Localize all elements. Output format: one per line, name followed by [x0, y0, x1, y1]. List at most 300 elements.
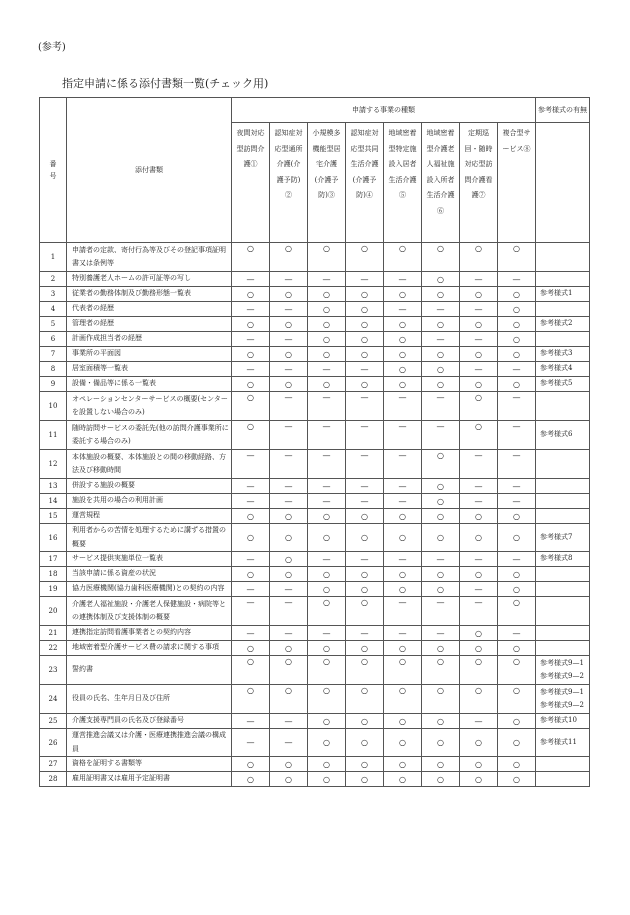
table-row — [40, 243, 590, 272]
row-mark-service-5: ○ — [384, 772, 422, 787]
row-mark-service-4: — — [346, 450, 384, 479]
row-mark-service-5: ○ — [384, 641, 422, 656]
row-ref-form — [536, 597, 590, 626]
row-document: 特別養護老人ホームの許可証等の写し — [67, 272, 232, 287]
row-number: 11 — [40, 421, 67, 450]
row-mark-service-2: — — [270, 597, 308, 626]
row-mark-service-7: ○ — [460, 509, 498, 524]
row-mark-service-2: ○ — [270, 685, 308, 714]
row-mark-service-8: ○ — [498, 772, 536, 787]
row-mark-service-8: ○ — [498, 582, 536, 597]
row-ref-form — [536, 243, 590, 272]
row-mark-service-5: — — [384, 450, 422, 479]
row-mark-service-4: ○ — [346, 597, 384, 626]
row-mark-service-7: — — [460, 332, 498, 347]
row-mark-service-4: — — [346, 362, 384, 377]
row-document: 利用者からの苦情を処理するために講ずる措置の概要 — [67, 524, 232, 552]
row-mark-service-3: ○ — [308, 287, 346, 302]
row-document: 併設する施設の概要 — [67, 479, 232, 494]
row-mark-service-2: ○ — [270, 567, 308, 582]
table-row — [40, 377, 590, 392]
row-mark-service-7: ○ — [460, 524, 498, 552]
row-mark-service-8: ○ — [498, 302, 536, 317]
row-mark-service-6: — — [422, 421, 460, 450]
row-mark-service-2: ○ — [270, 509, 308, 524]
row-ref-form — [536, 494, 590, 509]
header-service-6 — [422, 123, 460, 243]
row-mark-service-4: ○ — [346, 757, 384, 772]
row-mark-service-6: ○ — [422, 494, 460, 509]
row-mark-service-2: ○ — [270, 347, 308, 362]
row-mark-service-8: — — [498, 479, 536, 494]
row-mark-service-3: ○ — [308, 567, 346, 582]
table-row — [40, 656, 590, 685]
row-document: 資格を証明する書類等 — [67, 757, 232, 772]
table-row — [40, 317, 590, 332]
row-mark-service-6: — — [422, 332, 460, 347]
row-number: 1 — [40, 243, 67, 272]
row-mark-service-3: — — [308, 421, 346, 450]
row-mark-service-5: ○ — [384, 524, 422, 552]
row-mark-service-2: ○ — [270, 552, 308, 567]
row-number: 4 — [40, 302, 67, 317]
row-mark-service-7: ○ — [460, 377, 498, 392]
row-mark-service-1: — — [232, 729, 270, 757]
row-mark-service-4: ○ — [346, 772, 384, 787]
header-service-label: 夜間対応型訪問介護① — [236, 129, 265, 168]
row-mark-service-6: ○ — [422, 567, 460, 582]
row-document: 協力医療機関(協力歯科医療機関)との契約の内容 — [67, 582, 232, 597]
row-ref-form: 参考様式6 — [536, 421, 590, 450]
row-mark-service-3: ○ — [308, 243, 346, 272]
row-document: 計画作成担当者の経歴 — [67, 332, 232, 347]
row-document: 随時訪問サービスの委託先(他の訪問介護事業所に委託する場合のみ) — [67, 421, 232, 450]
row-mark-service-1: ○ — [232, 641, 270, 656]
row-mark-service-3: ○ — [308, 582, 346, 597]
row-mark-service-2: ○ — [270, 757, 308, 772]
row-mark-service-1: ○ — [232, 317, 270, 332]
row-mark-service-5: — — [384, 392, 422, 421]
row-mark-service-6: ○ — [422, 450, 460, 479]
header-number-label: 番号 — [49, 160, 57, 180]
row-mark-service-4: ○ — [346, 243, 384, 272]
row-mark-service-4: ○ — [346, 509, 384, 524]
row-mark-service-4: — — [346, 392, 384, 421]
row-mark-service-6: ○ — [422, 772, 460, 787]
row-mark-service-6: ○ — [422, 757, 460, 772]
row-mark-service-3: ○ — [308, 772, 346, 787]
row-document: 運営推進会議又は介護・医療連携推進会議の構成員 — [67, 729, 232, 757]
row-mark-service-4: ○ — [346, 287, 384, 302]
row-mark-service-5: ○ — [384, 582, 422, 597]
row-number: 22 — [40, 641, 67, 656]
row-mark-service-4: — — [346, 479, 384, 494]
reference-label: (参考) — [38, 42, 66, 53]
row-mark-service-7: ○ — [460, 317, 498, 332]
row-number: 20 — [40, 597, 67, 626]
row-mark-service-2: — — [270, 302, 308, 317]
table-row — [40, 552, 590, 567]
row-document: 雇用証明書又は雇用予定証明書 — [67, 772, 232, 787]
row-mark-service-4: ○ — [346, 656, 384, 685]
row-mark-service-7: — — [460, 272, 498, 287]
row-mark-service-8: — — [498, 421, 536, 450]
row-mark-service-1: — — [232, 332, 270, 347]
row-mark-service-8: — — [498, 272, 536, 287]
row-mark-service-8: ○ — [498, 641, 536, 656]
row-number: 12 — [40, 450, 67, 479]
table-row — [40, 582, 590, 597]
row-mark-service-7: — — [460, 714, 498, 729]
row-mark-service-4: — — [346, 626, 384, 641]
table-row — [40, 332, 590, 347]
row-mark-service-3: ○ — [308, 685, 346, 714]
row-number: 10 — [40, 392, 67, 421]
row-mark-service-8: ○ — [498, 714, 536, 729]
row-mark-service-1: ○ — [232, 567, 270, 582]
header-service-label: 地域密着型介護老人福祉施設入所者生活介護⑥ — [426, 129, 455, 215]
table-row — [40, 729, 590, 757]
row-ref-form — [536, 392, 590, 421]
row-mark-service-6: ○ — [422, 479, 460, 494]
row-mark-service-6: ○ — [422, 656, 460, 685]
table-row — [40, 685, 590, 714]
header-ref-form-blank — [536, 123, 590, 243]
row-document: 連携指定訪問看護事業者との契約内容 — [67, 626, 232, 641]
table-row — [40, 641, 590, 656]
row-mark-service-4: ○ — [346, 567, 384, 582]
row-mark-service-6: — — [422, 552, 460, 567]
row-mark-service-6: ○ — [422, 641, 460, 656]
row-mark-service-6: — — [422, 597, 460, 626]
row-document: 運営規程 — [67, 509, 232, 524]
row-mark-service-3: — — [308, 552, 346, 567]
row-ref-form — [536, 272, 590, 287]
row-mark-service-1: ○ — [232, 524, 270, 552]
row-mark-service-4: ○ — [346, 524, 384, 552]
row-mark-service-4: ○ — [346, 714, 384, 729]
row-mark-service-1: ○ — [232, 757, 270, 772]
row-mark-service-3: ○ — [308, 377, 346, 392]
row-mark-service-6: — — [422, 302, 460, 317]
row-mark-service-3: ○ — [308, 714, 346, 729]
row-mark-service-3: ○ — [308, 757, 346, 772]
row-mark-service-5: ○ — [384, 287, 422, 302]
table-row — [40, 626, 590, 641]
row-ref-form: 参考様式9—1 参考様式9—2 — [536, 656, 590, 685]
row-mark-service-5: — — [384, 626, 422, 641]
row-mark-service-1: ○ — [232, 509, 270, 524]
row-mark-service-1: — — [232, 714, 270, 729]
row-mark-service-1: ○ — [232, 243, 270, 272]
row-ref-form: 参考様式4 — [536, 362, 590, 377]
row-mark-service-2: — — [270, 332, 308, 347]
row-mark-service-8: ○ — [498, 332, 536, 347]
table-row — [40, 597, 590, 626]
row-ref-form: 参考様式11 — [536, 729, 590, 757]
table-row — [40, 347, 590, 362]
table-row — [40, 757, 590, 772]
row-mark-service-3: — — [308, 494, 346, 509]
row-number: 24 — [40, 685, 67, 714]
row-mark-service-7: ○ — [460, 641, 498, 656]
row-mark-service-5: — — [384, 421, 422, 450]
row-ref-form: 参考様式8 — [536, 552, 590, 567]
row-mark-service-5: ○ — [384, 362, 422, 377]
row-mark-service-2: — — [270, 714, 308, 729]
header-service-5 — [384, 123, 422, 243]
row-mark-service-1: — — [232, 597, 270, 626]
row-mark-service-1: — — [232, 362, 270, 377]
row-ref-form — [536, 332, 590, 347]
row-mark-service-5: ○ — [384, 656, 422, 685]
row-mark-service-7: — — [460, 552, 498, 567]
row-mark-service-5: ○ — [384, 243, 422, 272]
row-document: 本体施設の概要、本体施設との間の移動経路、方法及び移動時間 — [67, 450, 232, 479]
table-row — [40, 272, 590, 287]
row-mark-service-3: ○ — [308, 317, 346, 332]
row-mark-service-7: ○ — [460, 243, 498, 272]
row-mark-service-7: — — [460, 582, 498, 597]
row-mark-service-6: ○ — [422, 729, 460, 757]
row-number: 7 — [40, 347, 67, 362]
row-mark-service-2: — — [270, 272, 308, 287]
header-ref-form: 参考様式の有無 — [536, 98, 590, 123]
header-service-7 — [460, 123, 498, 243]
header-service-label: 認知症対応型共同生活介護(介護予防)④ — [350, 129, 379, 199]
row-ref-form — [536, 302, 590, 317]
attachment-checklist-table — [39, 97, 590, 787]
row-mark-service-3: — — [308, 450, 346, 479]
row-mark-service-4: — — [346, 421, 384, 450]
table-row — [40, 302, 590, 317]
row-mark-service-7: ○ — [460, 626, 498, 641]
page-title: 指定申請に係る添付書類一覧(チェック用) — [62, 77, 269, 90]
header-service-2 — [270, 123, 308, 243]
row-mark-service-7: — — [460, 362, 498, 377]
row-mark-service-8: ○ — [498, 567, 536, 582]
row-mark-service-2: ○ — [270, 641, 308, 656]
row-mark-service-5: — — [384, 479, 422, 494]
table-row — [40, 509, 590, 524]
row-mark-service-3: ○ — [308, 509, 346, 524]
row-number: 28 — [40, 772, 67, 787]
row-mark-service-1: ○ — [232, 287, 270, 302]
row-mark-service-2: — — [270, 421, 308, 450]
row-mark-service-8: — — [498, 392, 536, 421]
header-applying-services: 申請する事業の種類 — [232, 98, 536, 123]
row-mark-service-4: ○ — [346, 729, 384, 757]
row-document: 介護老人福祉施設・介護老人保健施設・病院等との連携体制及び支援体制の概要 — [67, 597, 232, 626]
row-mark-service-4: ○ — [346, 317, 384, 332]
row-mark-service-3: ○ — [308, 656, 346, 685]
row-mark-service-7: — — [460, 302, 498, 317]
row-document: 介護支援専門員の氏名及び登録番号 — [67, 714, 232, 729]
table-row — [40, 772, 590, 787]
row-number: 17 — [40, 552, 67, 567]
row-mark-service-2: — — [270, 582, 308, 597]
row-mark-service-2: ○ — [270, 287, 308, 302]
row-ref-form: 参考様式10 — [536, 714, 590, 729]
row-ref-form — [536, 509, 590, 524]
header-number — [40, 98, 67, 243]
row-mark-service-4: — — [346, 494, 384, 509]
row-ref-form: 参考様式5 — [536, 377, 590, 392]
row-mark-service-8: ○ — [498, 729, 536, 757]
row-mark-service-8: ○ — [498, 509, 536, 524]
row-mark-service-2: — — [270, 392, 308, 421]
row-mark-service-4: ○ — [346, 641, 384, 656]
row-mark-service-2: — — [270, 494, 308, 509]
row-mark-service-5: — — [384, 272, 422, 287]
row-mark-service-6: ○ — [422, 582, 460, 597]
row-mark-service-1: ○ — [232, 685, 270, 714]
header-service-label: 小規模多機能型居宅介護(介護予防)③ — [312, 129, 341, 199]
row-document: 従業者の勤務体制及び勤務形態一覧表 — [67, 287, 232, 302]
row-mark-service-2: ○ — [270, 317, 308, 332]
row-ref-form — [536, 772, 590, 787]
row-mark-service-2: — — [270, 450, 308, 479]
row-ref-form: 参考様式9—1 参考様式9—2 — [536, 685, 590, 714]
row-mark-service-3: — — [308, 362, 346, 377]
row-mark-service-3: ○ — [308, 302, 346, 317]
row-mark-service-8: ○ — [498, 377, 536, 392]
row-mark-service-6: ○ — [422, 243, 460, 272]
row-mark-service-6: ○ — [422, 377, 460, 392]
table-row — [40, 494, 590, 509]
row-mark-service-8: — — [498, 450, 536, 479]
header-service-8 — [498, 123, 536, 243]
row-mark-service-7: ○ — [460, 287, 498, 302]
row-mark-service-5: — — [384, 597, 422, 626]
row-mark-service-1: ○ — [232, 377, 270, 392]
row-ref-form: 参考様式3 — [536, 347, 590, 362]
row-ref-form — [536, 626, 590, 641]
row-mark-service-8: ○ — [498, 656, 536, 685]
row-ref-form — [536, 582, 590, 597]
header-service-3 — [308, 123, 346, 243]
row-mark-service-1: ○ — [232, 421, 270, 450]
row-mark-service-1: ○ — [232, 392, 270, 421]
row-mark-service-7: — — [460, 479, 498, 494]
row-ref-form: 参考様式2 — [536, 317, 590, 332]
header-service-label: 複合型サービス⑧ — [502, 129, 531, 153]
row-mark-service-2: ○ — [270, 377, 308, 392]
row-mark-service-2: — — [270, 626, 308, 641]
row-mark-service-7: ○ — [460, 757, 498, 772]
row-mark-service-5: — — [384, 494, 422, 509]
row-document: サービス提供実施単位一覧表 — [67, 552, 232, 567]
row-number: 18 — [40, 567, 67, 582]
row-number: 23 — [40, 656, 67, 685]
row-document: 地域密着型介護サービス費の請求に関する事項 — [67, 641, 232, 656]
row-mark-service-5: ○ — [384, 377, 422, 392]
row-mark-service-5: ○ — [384, 567, 422, 582]
row-number: 13 — [40, 479, 67, 494]
row-mark-service-7: ○ — [460, 392, 498, 421]
row-number: 6 — [40, 332, 67, 347]
row-document: 誓約書 — [67, 656, 232, 685]
row-document: 役員の氏名、生年月日及び住所 — [67, 685, 232, 714]
row-ref-form — [536, 567, 590, 582]
row-mark-service-5: ○ — [384, 317, 422, 332]
row-number: 8 — [40, 362, 67, 377]
row-mark-service-3: ○ — [308, 729, 346, 757]
row-mark-service-1: ○ — [232, 347, 270, 362]
row-mark-service-1: — — [232, 272, 270, 287]
row-mark-service-3: ○ — [308, 597, 346, 626]
row-mark-service-3: ○ — [308, 641, 346, 656]
row-ref-form: 参考様式7 — [536, 524, 590, 552]
row-mark-service-4: — — [346, 552, 384, 567]
row-number: 9 — [40, 377, 67, 392]
row-mark-service-2: ○ — [270, 524, 308, 552]
row-mark-service-8: ○ — [498, 597, 536, 626]
table-row — [40, 287, 590, 302]
row-mark-service-3: — — [308, 479, 346, 494]
row-document: 申請者の定款、寄付行為等及びその登記事項証明書又は条例等 — [67, 243, 232, 272]
row-document: 代表者の経歴 — [67, 302, 232, 317]
row-ref-form: 参考様式1 — [536, 287, 590, 302]
row-number: 27 — [40, 757, 67, 772]
row-mark-service-6: ○ — [422, 685, 460, 714]
row-mark-service-3: ○ — [308, 332, 346, 347]
row-mark-service-6: ○ — [422, 714, 460, 729]
row-mark-service-4: ○ — [346, 685, 384, 714]
row-mark-service-6: — — [422, 392, 460, 421]
row-mark-service-5: ○ — [384, 685, 422, 714]
row-mark-service-7: ○ — [460, 347, 498, 362]
row-document: 事業所の平面図 — [67, 347, 232, 362]
row-mark-service-8: — — [498, 362, 536, 377]
row-mark-service-1: — — [232, 302, 270, 317]
row-mark-service-1: — — [232, 582, 270, 597]
row-mark-service-8: — — [498, 494, 536, 509]
row-number: 21 — [40, 626, 67, 641]
row-ref-form — [536, 757, 590, 772]
row-mark-service-6: ○ — [422, 272, 460, 287]
row-mark-service-4: ○ — [346, 347, 384, 362]
row-mark-service-8: ○ — [498, 524, 536, 552]
row-mark-service-7: — — [460, 494, 498, 509]
row-mark-service-5: ○ — [384, 347, 422, 362]
row-mark-service-6: ○ — [422, 347, 460, 362]
row-mark-service-2: — — [270, 362, 308, 377]
row-mark-service-3: — — [308, 272, 346, 287]
row-mark-service-2: ○ — [270, 656, 308, 685]
header-service-1 — [232, 123, 270, 243]
row-number: 2 — [40, 272, 67, 287]
row-number: 5 — [40, 317, 67, 332]
table-row — [40, 479, 590, 494]
table-row — [40, 362, 590, 377]
row-document: 居室面積等一覧表 — [67, 362, 232, 377]
row-document: 管理者の経歴 — [67, 317, 232, 332]
row-mark-service-6: ○ — [422, 317, 460, 332]
row-mark-service-7: ○ — [460, 421, 498, 450]
header-document: 添付書類 — [67, 98, 232, 243]
row-number: 15 — [40, 509, 67, 524]
row-mark-service-3: — — [308, 626, 346, 641]
row-mark-service-7: ○ — [460, 656, 498, 685]
row-mark-service-1: — — [232, 552, 270, 567]
row-mark-service-1: ○ — [232, 656, 270, 685]
row-mark-service-7: ○ — [460, 729, 498, 757]
row-mark-service-3: ○ — [308, 347, 346, 362]
row-mark-service-7: ○ — [460, 567, 498, 582]
row-mark-service-7: ○ — [460, 772, 498, 787]
row-mark-service-5: — — [384, 302, 422, 317]
